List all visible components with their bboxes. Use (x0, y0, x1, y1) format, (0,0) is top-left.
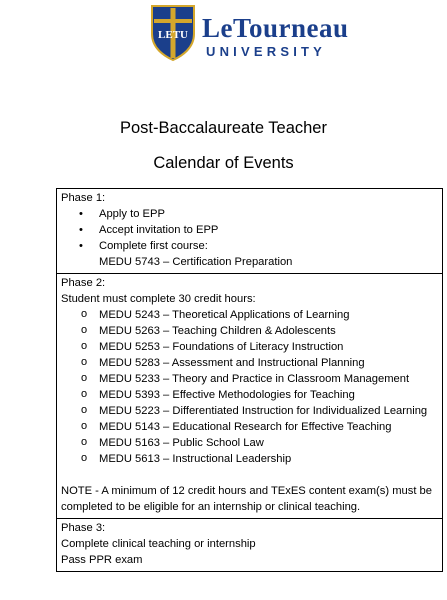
list-item: • Apply to EPP (61, 206, 438, 222)
list-item: o MEDU 5263 – Teaching Children & Adolescents (61, 323, 438, 339)
logo-name-bottom: UNIVERSITY (206, 44, 327, 59)
university-logo (150, 4, 350, 64)
list-item: o MEDU 5233 – Theory and Practice in Classroom Management (61, 371, 438, 387)
logo-name-top: LeTourneau (202, 13, 349, 43)
phase1-list (61, 206, 438, 254)
shield-icon (150, 4, 196, 62)
list-item: o MEDU 5613 – Instructional Leadership (61, 451, 438, 467)
list-item: • Complete first course: (61, 238, 438, 254)
list-item: o MEDU 5393 – Effective Methodologies for Teaching (61, 387, 438, 403)
list-item: • Accept invitation to EPP (61, 222, 438, 238)
page-subtitle: Calendar of Events (153, 154, 294, 172)
shield-text: LETU (158, 29, 188, 41)
course-list (61, 307, 438, 467)
list-item: o MEDU 5223 – Differentiated Instruction for Individualized Learning (61, 403, 438, 419)
list-item: o MEDU 5253 – Foundations of Literacy Instruction (61, 339, 438, 355)
phase3-line: Complete clinical teaching or internship (61, 538, 256, 550)
list-item: o MEDU 5283 – Assessment and Instructional Planning (61, 355, 438, 371)
phase2-note: NOTE - A minimum of 12 credit hours and TExES content exam(s) must be completed to be eligible for an internship or clinical teaching. (61, 485, 432, 513)
events-table (56, 188, 443, 572)
phase2-cell (57, 274, 442, 519)
phase3-heading: Phase 3: (61, 522, 106, 534)
page-title: Post-Baccalaureate Teacher (120, 119, 327, 137)
list-item: o MEDU 5163 – Public School Law (61, 435, 438, 451)
phase1-cell (57, 189, 442, 274)
list-item: o MEDU 5143 – Educational Research for Effective Teaching (61, 419, 438, 435)
phase1-heading: Phase 1: (61, 192, 106, 204)
phase1-sub-item: MEDU 5743 – Certification Preparation (99, 256, 293, 268)
list-item: o MEDU 5243 – Theoretical Applications of Learning (61, 307, 438, 323)
phase2-heading: Phase 2: (61, 277, 106, 289)
phase2-intro: Student must complete 30 credit hours: (61, 293, 256, 305)
phase3-cell (57, 519, 442, 571)
phase3-line: Pass PPR exam (61, 554, 143, 566)
